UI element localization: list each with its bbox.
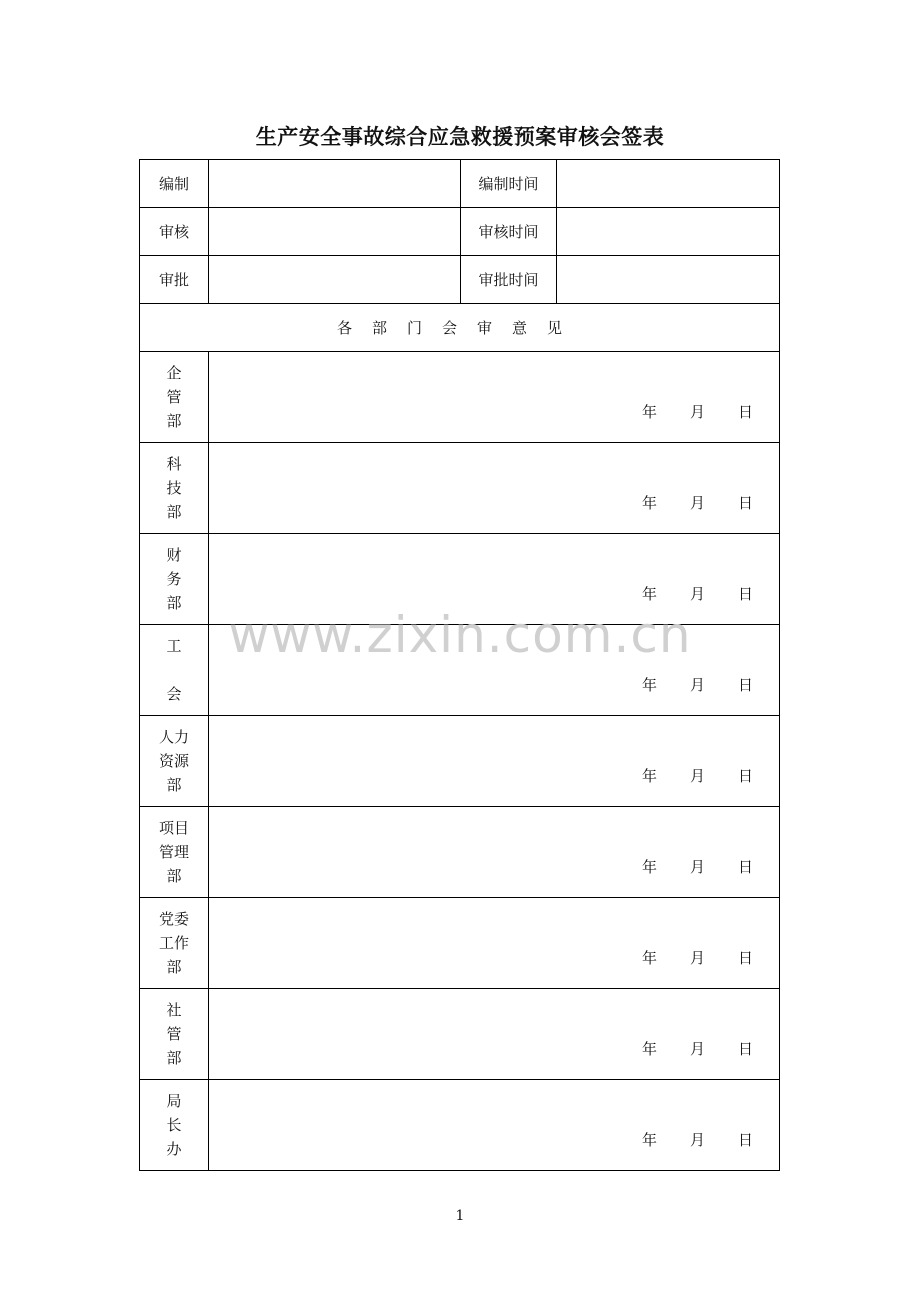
date-line — [642, 765, 753, 786]
date-line — [642, 583, 753, 604]
compile-label: 编制 — [140, 160, 209, 208]
dept-name-cell — [140, 716, 209, 807]
day-label: 日 — [737, 676, 753, 694]
dept-name-line: 工 — [166, 637, 182, 655]
year-label: 年 — [641, 403, 657, 421]
dept-opinion-field[interactable] — [209, 807, 780, 898]
dept-name-line: 办 — [166, 1140, 182, 1158]
dept-name-line: 科 — [166, 455, 182, 473]
dept-name-line: 长 — [166, 1116, 182, 1134]
date-line — [642, 1129, 753, 1150]
dept-name-cell — [140, 352, 209, 443]
dept-name-line: 社 — [166, 1001, 182, 1019]
dept-name-line: 管 — [166, 388, 182, 406]
dept-name-cell — [140, 807, 209, 898]
dept-opinion-field[interactable] — [209, 352, 780, 443]
day-label: 日 — [737, 403, 753, 421]
month-label: 月 — [689, 494, 705, 512]
month-label: 月 — [689, 949, 705, 967]
date-line — [642, 856, 753, 877]
dept-name-line: 部 — [166, 594, 182, 612]
dept-name-line: 项目 — [158, 819, 189, 837]
day-label: 日 — [737, 949, 753, 967]
review-value-field[interactable] — [209, 208, 461, 256]
dept-name-line: 部 — [166, 503, 182, 521]
dept-name-line: 管 — [166, 1025, 182, 1043]
dept-name-line: 企 — [166, 364, 182, 382]
dept-name-line: 工作 — [158, 934, 189, 952]
day-label: 日 — [737, 1040, 753, 1058]
year-label: 年 — [641, 1131, 657, 1149]
date-line — [642, 492, 753, 513]
compile-time-field[interactable] — [557, 160, 780, 208]
dept-opinion-field[interactable] — [209, 898, 780, 989]
approve-value-field[interactable] — [209, 256, 461, 304]
compile-time-label: 编制时间 — [461, 160, 557, 208]
date-line — [642, 1038, 753, 1059]
dept-name-line: 资源 — [158, 752, 189, 770]
dept-row — [140, 716, 780, 807]
dept-name-cell — [140, 1080, 209, 1171]
dept-row — [140, 443, 780, 534]
review-label: 审核 — [140, 208, 209, 256]
year-label: 年 — [641, 1040, 657, 1058]
dept-row — [140, 352, 780, 443]
dept-name-line — [154, 658, 194, 682]
month-label: 月 — [689, 1040, 705, 1058]
month-label: 月 — [689, 403, 705, 421]
year-label: 年 — [641, 858, 657, 876]
header-row-review — [140, 208, 780, 256]
dept-name-cell — [140, 898, 209, 989]
section-header-row — [140, 304, 780, 352]
month-label: 月 — [689, 676, 705, 694]
year-label: 年 — [641, 949, 657, 967]
month-label: 月 — [689, 1131, 705, 1149]
day-label: 日 — [737, 585, 753, 603]
day-label: 日 — [737, 1131, 753, 1149]
dept-name-line: 部 — [166, 776, 182, 794]
approve-label: 审批 — [140, 256, 209, 304]
dept-name-line: 务 — [166, 570, 182, 588]
dept-name-cell — [140, 534, 209, 625]
year-label: 年 — [641, 494, 657, 512]
day-label: 日 — [737, 767, 753, 785]
dept-row — [140, 989, 780, 1080]
dept-name-line: 部 — [166, 867, 182, 885]
dept-name-cell — [140, 443, 209, 534]
year-label: 年 — [641, 767, 657, 785]
dept-name-cell — [140, 989, 209, 1080]
dept-name-line: 财 — [166, 546, 182, 564]
date-line — [642, 947, 753, 968]
dept-opinion-field[interactable] — [209, 989, 780, 1080]
section-title: 各部门会审意见 — [140, 304, 780, 352]
watermark: www.zixin.com.cn — [228, 606, 692, 664]
month-label: 月 — [689, 858, 705, 876]
dept-row — [140, 898, 780, 989]
header-row-approve — [140, 256, 780, 304]
day-label: 日 — [737, 858, 753, 876]
compile-value-field[interactable] — [209, 160, 461, 208]
day-label: 日 — [737, 494, 753, 512]
dept-opinion-field[interactable] — [209, 443, 780, 534]
dept-name-line: 部 — [166, 412, 182, 430]
month-label: 月 — [689, 585, 705, 603]
page-title: 生产安全事故综合应急救援预案审核会签表 — [255, 125, 665, 149]
dept-name-line: 部 — [166, 1049, 182, 1067]
date-line — [642, 401, 753, 422]
dept-row — [140, 807, 780, 898]
dept-row — [140, 625, 780, 716]
year-label: 年 — [641, 585, 657, 603]
dept-name-line: 部 — [166, 958, 182, 976]
dept-opinion-field[interactable] — [209, 1080, 780, 1171]
dept-name-line: 局 — [166, 1092, 182, 1110]
approve-time-field[interactable] — [557, 256, 780, 304]
review-time-field[interactable] — [557, 208, 780, 256]
dept-name-line: 管理 — [158, 843, 189, 861]
dept-name-line: 会 — [166, 685, 182, 703]
dept-opinion-field[interactable] — [209, 625, 780, 716]
dept-name-line: 技 — [166, 479, 182, 497]
dept-name-line: 人力 — [158, 728, 189, 746]
dept-row — [140, 1080, 780, 1171]
signoff-table — [139, 159, 780, 1171]
page-number: 1 — [455, 1208, 465, 1224]
review-time-label: 审核时间 — [461, 208, 557, 256]
dept-name-cell — [140, 625, 209, 716]
date-line — [642, 674, 753, 695]
header-row-compile — [140, 160, 780, 208]
dept-opinion-field[interactable] — [209, 534, 780, 625]
year-label: 年 — [641, 676, 657, 694]
dept-opinion-field[interactable] — [209, 716, 780, 807]
approve-time-label: 审批时间 — [461, 256, 557, 304]
dept-name-line: 党委 — [158, 910, 189, 928]
dept-row — [140, 534, 780, 625]
month-label: 月 — [689, 767, 705, 785]
